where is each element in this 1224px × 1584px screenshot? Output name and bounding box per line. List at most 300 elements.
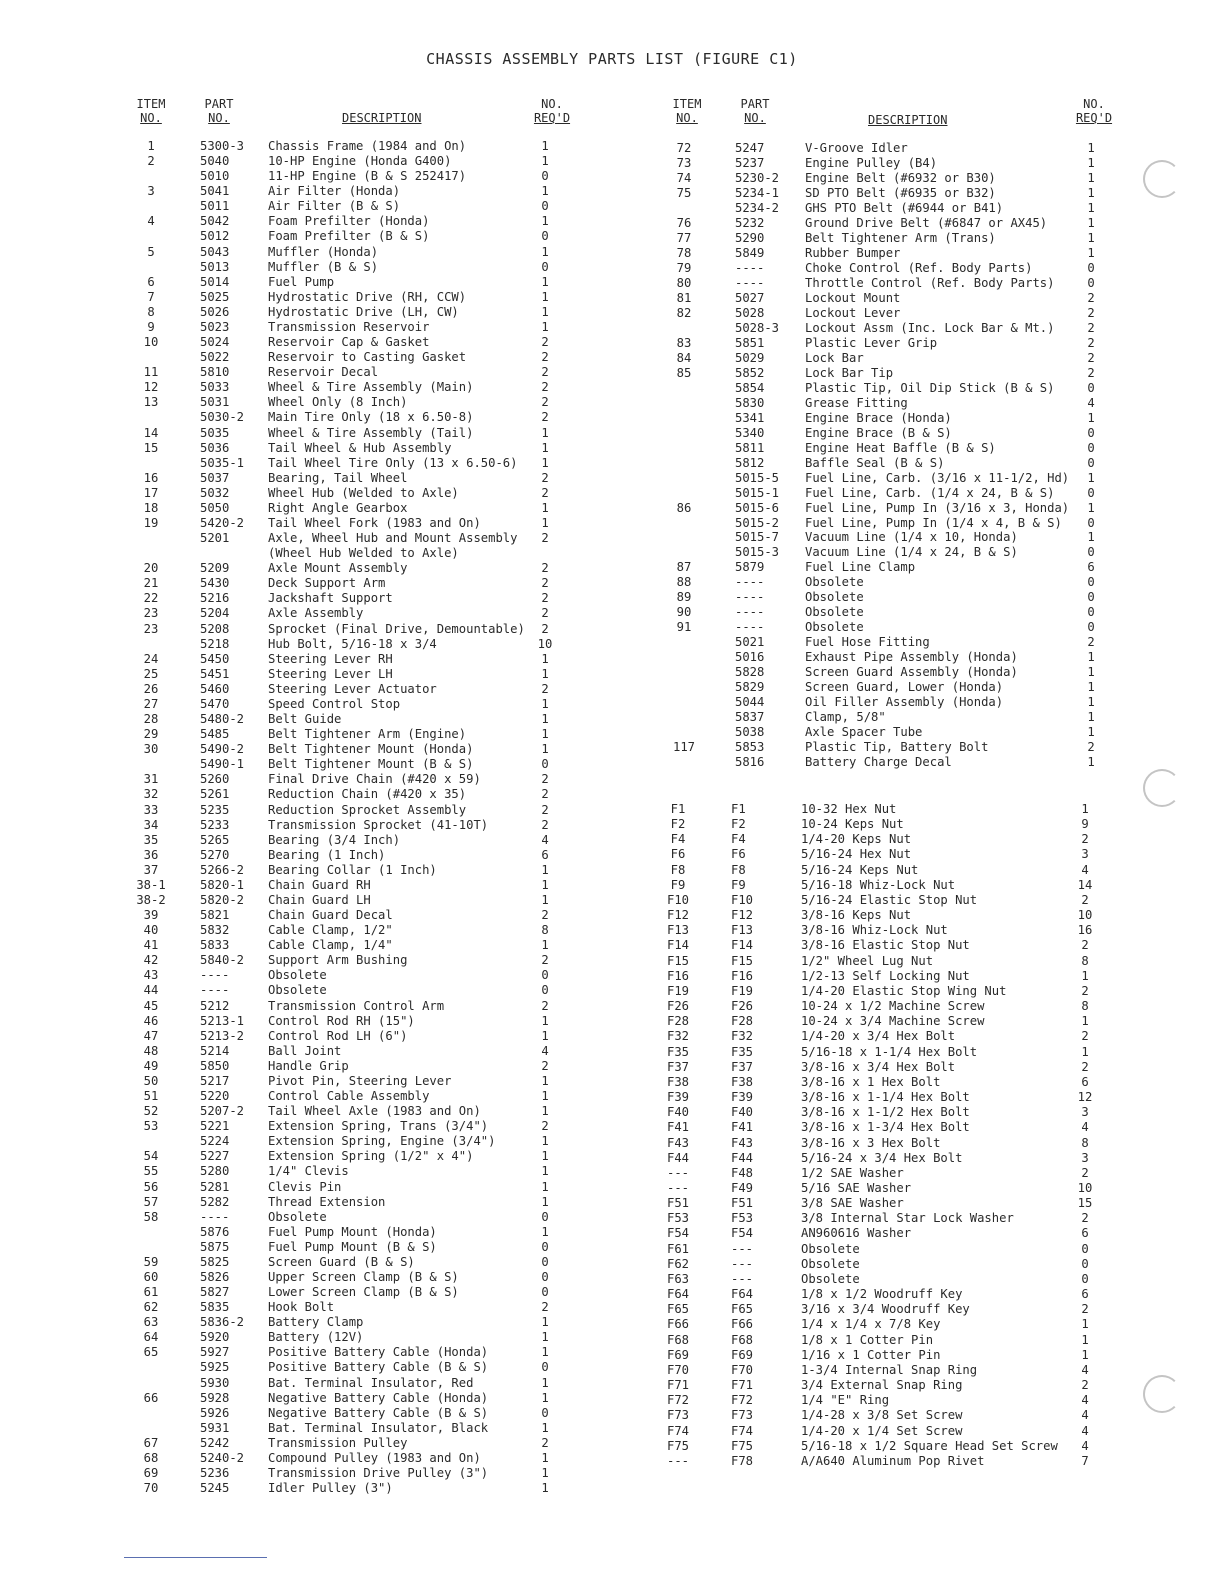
header-req-right: NO. REQ'D: [1075, 97, 1113, 125]
part-number: 5280: [200, 1164, 230, 1179]
description: Air Filter (Honda): [268, 184, 401, 199]
quantity-required: 3: [1081, 847, 1089, 862]
quantity-required: 2: [1081, 832, 1089, 847]
quantity-required: 4: [1087, 395, 1095, 410]
part-number: 5290: [735, 230, 765, 245]
quantity-required: 2: [1087, 635, 1095, 650]
quantity-required: 4: [1081, 862, 1089, 877]
description: 5/16-24 Elastic Stop Nut: [801, 892, 978, 907]
item-number: F51: [666, 1196, 689, 1211]
part-number: 5837: [735, 710, 765, 725]
table-row: [0, 908, 1110, 923]
part-number: 5236: [200, 1466, 230, 1481]
part-number: 5026: [200, 304, 230, 319]
quantity-required: 2: [541, 380, 549, 395]
quantity-required: 1: [541, 1194, 549, 1209]
quantity-required: 1: [541, 696, 549, 711]
part-number: 5828: [735, 665, 765, 680]
description: V-Groove Idler: [805, 141, 908, 155]
description: Bearing Collar (1 Inch): [268, 862, 437, 877]
description: Foam Prefilter (Honda): [268, 214, 430, 229]
item-number: 8: [147, 304, 155, 319]
description: Hook Bolt: [268, 1300, 335, 1315]
item-number: 117: [672, 740, 695, 755]
description: Lower Screen Clamp (B & S): [268, 1285, 459, 1300]
quantity-required: 0: [541, 229, 549, 244]
part-number: 5300-3: [200, 139, 245, 153]
item-number: 78: [676, 245, 692, 260]
quantity-required: 1: [1087, 170, 1095, 185]
item-number: 39: [143, 908, 159, 923]
description: Handle Grip: [268, 1058, 349, 1073]
description: 3/8-16 Keps Nut: [801, 908, 912, 923]
part-number: 5038: [735, 725, 765, 740]
quantity-required: 1: [1087, 650, 1095, 665]
description: Lockout Assm (Inc. Lock Bar & Mt.): [805, 320, 1055, 335]
item-number: F39: [666, 1090, 689, 1105]
description: Extension Spring (1/2" x 4"): [268, 1149, 474, 1164]
quantity-required: 4: [541, 1043, 549, 1058]
part-number: 5031: [200, 395, 230, 410]
description: Plastic Tip, Oil Dip Stick (B & S): [805, 380, 1055, 395]
item-number: F8: [670, 862, 686, 877]
quantity-required: 2: [1081, 1029, 1089, 1044]
quantity-required: 8: [1081, 999, 1089, 1014]
description: Exhaust Pipe Assembly (Honda): [805, 650, 1018, 665]
quantity-required: 2: [1081, 892, 1089, 907]
description: 1/4 x 1/4 x 7/8 Key: [801, 1317, 941, 1332]
quantity-required: 8: [1081, 1135, 1089, 1150]
description: 1/16 x 1 Cotter Pin: [801, 1347, 941, 1362]
description: Axle Spacer Tube: [805, 725, 923, 740]
item-number: 42: [143, 953, 159, 968]
part-number: 5821: [200, 908, 230, 923]
table-row: [0, 1090, 1110, 1105]
description: Steering Lever Actuator: [268, 681, 437, 696]
item-number: 57: [143, 1194, 159, 1209]
item-number: 6: [147, 274, 155, 289]
description: Belt Guide: [268, 712, 342, 727]
quantity-required: 2: [541, 681, 549, 696]
item-number: F72: [666, 1393, 689, 1408]
quantity-required: 0: [541, 983, 549, 998]
description: Wheel Hub (Welded to Axle): [268, 485, 459, 500]
part-number: F48: [731, 1165, 754, 1180]
table-row: [0, 1239, 1110, 1257]
description: 5/16-24 Keps Nut: [801, 862, 919, 877]
table-row: [0, 545, 1110, 560]
part-number: F26: [731, 999, 754, 1014]
quantity-required: 16: [1077, 923, 1093, 938]
description: 5/16-18 x 1-1/4 Hex Bolt: [801, 1044, 978, 1059]
item-number: 46: [143, 1013, 159, 1028]
part-number: 5832: [200, 923, 230, 938]
table-row: [0, 817, 1110, 832]
part-number: 5810: [200, 365, 230, 380]
description: Reservoir to Casting Gasket: [268, 350, 467, 365]
table-row: [0, 1196, 1110, 1211]
quantity-required: 2: [541, 410, 549, 425]
description: Clamp, 5/8": [805, 710, 886, 725]
quantity-required: 0: [541, 968, 549, 983]
description: 10-24 Keps Nut: [801, 817, 904, 832]
part-number: ----: [200, 968, 230, 983]
part-number: 5015-5: [735, 470, 780, 485]
part-number: 5016: [735, 650, 765, 665]
part-number: 5221: [200, 1119, 230, 1134]
item-number: 17: [143, 485, 159, 500]
description: Deck Support Arm: [268, 576, 386, 591]
description: GHS PTO Belt (#6944 or B41): [805, 200, 1004, 215]
description: Pivot Pin, Steering Lever: [268, 1073, 452, 1088]
part-number: 5227: [200, 1149, 230, 1164]
part-number: 5451: [200, 666, 230, 681]
description: Engine Heat Baffle (B & S): [805, 440, 996, 455]
binder-hole: [1143, 160, 1181, 198]
table-row: [0, 650, 1110, 665]
part-number: F49: [731, 1181, 754, 1195]
quantity-required: 0: [541, 1285, 549, 1300]
description: Negative Battery Cable (Honda): [268, 1390, 489, 1405]
part-number: ---: [731, 1241, 754, 1256]
description: Wheel Only (8 Inch): [268, 395, 408, 410]
quantity-required: 1: [1087, 680, 1095, 695]
quantity-required: 1: [541, 1330, 549, 1345]
item-number: 47: [143, 1028, 159, 1043]
quantity-required: 1: [541, 319, 549, 334]
part-number: F4: [731, 832, 746, 847]
description: Battery Clamp: [268, 1315, 364, 1330]
item-number: 68: [143, 1450, 159, 1465]
table-row: [0, 1045, 1110, 1060]
description: Transmission Sprocket (41-10T): [268, 817, 489, 832]
item-number: F40: [666, 1105, 689, 1120]
description: Axle Assembly: [268, 606, 364, 621]
description: Hydrostatic Drive (RH, CCW): [268, 289, 467, 304]
item-number: 13: [143, 395, 159, 410]
quantity-required: 1: [541, 1179, 549, 1194]
item-number: 51: [143, 1089, 159, 1104]
part-number: F35: [731, 1044, 754, 1059]
item-number: 12: [143, 380, 159, 395]
item-number: 36: [143, 847, 159, 862]
part-number: 5490-1: [200, 757, 245, 772]
item-number: 26: [143, 681, 159, 696]
quantity-required: 2: [541, 817, 549, 832]
quantity-required: 1: [541, 1345, 549, 1360]
description: Vacuum Line (1/4 x 10, Honda): [805, 530, 1018, 545]
part-number: 5875: [200, 1239, 230, 1254]
description: Throttle Control (Ref. Body Parts): [805, 275, 1055, 290]
description: 3/4 External Snap Ring: [801, 1378, 963, 1393]
part-number: 5490-2: [200, 742, 245, 757]
part-number: F69: [731, 1347, 754, 1362]
table-row: [0, 1390, 1110, 1408]
quantity-required: 0: [541, 169, 549, 184]
part-number: 5925: [200, 1360, 230, 1375]
binder-hole: [1143, 769, 1181, 807]
description: 1-3/4 Internal Snap Ring: [801, 1362, 978, 1377]
quantity-required: 6: [1081, 1226, 1089, 1241]
description: Lock Bar: [805, 350, 864, 365]
table-row: [0, 954, 1110, 969]
part-number: 5214: [200, 1043, 230, 1058]
description: Tail Wheel Fork (1983 and On): [268, 516, 481, 530]
quantity-required: 2: [541, 908, 549, 923]
table-row: [0, 695, 1110, 710]
table-row: [0, 1424, 1110, 1439]
table-row: [0, 396, 1110, 411]
quantity-required: 3: [1081, 1150, 1089, 1165]
part-number: 5025: [200, 289, 230, 304]
quantity-required: 1: [1087, 230, 1095, 245]
description: Axle Mount Assembly: [268, 561, 408, 576]
description: Wheel & Tire Assembly (Main): [268, 380, 474, 395]
quantity-required: 2: [1081, 1378, 1089, 1393]
table-row: [0, 1105, 1110, 1120]
table-row: [0, 969, 1110, 984]
description: Fuel Line Clamp: [805, 560, 916, 575]
description: Obsolete: [268, 1209, 327, 1224]
header-part-left: PART NO.: [204, 97, 234, 125]
item-number: F12: [666, 908, 689, 923]
description: 1/4-28 x 3/8 Set Screw: [801, 1408, 963, 1423]
quantity-required: 2: [541, 606, 549, 621]
description: Engine Pulley (B4): [805, 155, 938, 170]
item-number: 44: [143, 983, 159, 998]
quantity-required: 15: [1077, 1196, 1093, 1211]
table-row: [0, 938, 1110, 953]
description: 10-HP Engine (Honda G400): [268, 154, 452, 169]
description: Reservoir Decal: [268, 365, 379, 380]
description: Muffler (Honda): [268, 244, 379, 259]
table-row: [0, 530, 1110, 545]
description: 1/4-20 Elastic Stop Wing Nut: [801, 983, 1007, 998]
quantity-required: 1: [541, 1466, 549, 1481]
quantity-required: 0: [541, 757, 549, 772]
item-number: 40: [143, 923, 159, 938]
table-row: [0, 1151, 1110, 1166]
part-number: 5037: [200, 470, 230, 485]
part-number: 5035-1: [200, 455, 245, 470]
quantity-required: 3: [1081, 1105, 1089, 1120]
quantity-required: 1: [541, 1420, 549, 1435]
quantity-required: 2: [541, 1300, 549, 1315]
quantity-required: 1: [1081, 802, 1089, 816]
part-number: 5201: [200, 531, 230, 546]
description: Belt Tightener Arm (Engine): [268, 727, 467, 742]
description: Bat. Terminal Insulator, Red: [268, 1375, 474, 1390]
part-number: 5854: [735, 380, 765, 395]
description: 3/8-16 x 1 Hex Bolt: [801, 1074, 941, 1089]
part-number: 5835: [200, 1300, 230, 1315]
quantity-required: 8: [541, 923, 549, 938]
item-number: 11: [143, 365, 159, 380]
description: Screen Guard (B & S): [268, 1254, 415, 1269]
part-number: 5044: [735, 695, 765, 710]
description: 1/4-20 x 1/4 Set Screw: [801, 1423, 963, 1438]
part-number: 5450: [200, 651, 230, 666]
description: (Wheel Hub Welded to Axle): [268, 546, 459, 561]
item-number: 37: [143, 862, 159, 877]
part-number: 5340: [735, 425, 765, 440]
quantity-required: 6: [1081, 1074, 1089, 1089]
table-row: [0, 1226, 1110, 1241]
part-number: 5011: [200, 199, 230, 214]
table-row: [0, 1363, 1110, 1378]
quantity-required: 0: [1087, 455, 1095, 470]
item-number: 20: [143, 561, 159, 576]
table-row: [0, 1375, 1110, 1393]
quantity-required: 0: [1087, 620, 1095, 635]
item-number: 45: [143, 998, 159, 1013]
table-row: [0, 1254, 1110, 1272]
item-number: F71: [666, 1378, 689, 1393]
item-number: 59: [143, 1254, 159, 1269]
item-number: 52: [143, 1104, 159, 1119]
part-number: 5260: [200, 772, 230, 787]
item-number: 87: [676, 560, 692, 575]
part-number: 5930: [200, 1375, 230, 1390]
part-number: 5021: [735, 635, 765, 650]
item-number: 85: [676, 365, 692, 380]
part-number: 5216: [200, 591, 230, 606]
quantity-required: 4: [1081, 1362, 1089, 1377]
description: 5/16-18 x 1/2 Square Head Set Screw: [801, 1438, 1058, 1453]
item-number: 2: [147, 154, 155, 169]
part-number: 5851: [735, 335, 765, 350]
quantity-required: 2: [1081, 1059, 1089, 1074]
description: Obsolete: [801, 1271, 860, 1286]
description: Compound Pulley (1983 and On): [268, 1450, 481, 1465]
description: Obsolete: [805, 605, 864, 620]
table-row: [0, 336, 1110, 351]
item-number: F64: [666, 1287, 689, 1302]
item-number: F37: [666, 1059, 689, 1074]
description: Obsolete: [268, 968, 327, 983]
description: Control Rod RH (15"): [268, 1013, 415, 1028]
description: Baffle Seal (B & S): [805, 455, 945, 470]
description: Obsolete: [805, 620, 864, 635]
part-number: F66: [731, 1317, 754, 1332]
description: Idler Pulley (3"): [268, 1481, 393, 1496]
description: Steering Lever RH: [268, 651, 393, 666]
description: Bearing, Tail Wheel: [268, 470, 408, 485]
part-number: 5928: [200, 1390, 230, 1405]
table-row: [0, 1287, 1110, 1302]
item-number: 38-1: [136, 877, 166, 892]
description: Extension Spring, Engine (3/4"): [268, 1134, 496, 1149]
part-number: ----: [735, 575, 765, 590]
description: Screen Guard Assembly (Honda): [805, 665, 1018, 680]
quantity-required: 1: [1087, 755, 1095, 770]
description: Ground Drive Belt (#6847 or AX45): [805, 215, 1048, 230]
description: Transmission Reservoir: [268, 319, 430, 334]
item-number: F61: [666, 1241, 689, 1256]
quantity-required: 1: [1087, 245, 1095, 260]
description: Thread Extension: [268, 1194, 386, 1209]
item-number: F26: [666, 999, 689, 1014]
item-number: 7: [147, 289, 155, 304]
quantity-required: 1: [541, 1028, 549, 1043]
item-number: 33: [143, 802, 159, 817]
table-row: [0, 1333, 1110, 1348]
part-number: F54: [731, 1226, 754, 1241]
item-number: F35: [666, 1044, 689, 1059]
part-number: 5852: [735, 365, 765, 380]
quantity-required: 2: [1087, 350, 1095, 365]
quantity-required: 2: [1087, 740, 1095, 755]
part-number: 5811: [735, 440, 765, 455]
description: Wheel & Tire Assembly (Tail): [268, 425, 474, 440]
description: Obsolete: [805, 575, 864, 590]
quantity-required: 2: [1087, 320, 1095, 335]
item-number: 16: [143, 470, 159, 485]
item-number: 43: [143, 968, 159, 983]
part-number: 5012: [200, 229, 230, 244]
part-number: F10: [731, 892, 754, 907]
part-number: F32: [731, 1029, 754, 1044]
quantity-required: 1: [541, 1013, 549, 1028]
description: SD PTO Belt (#6935 or B32): [805, 185, 996, 200]
page-title: CHASSIS ASSEMBLY PARTS LIST (FIGURE C1): [426, 50, 798, 68]
table-row: [0, 725, 1110, 740]
description: Hub Bolt, 5/16-18 x 3/4: [268, 636, 437, 651]
part-number: F13: [731, 923, 754, 938]
quantity-required: 1: [541, 289, 549, 304]
table-row: [0, 1075, 1110, 1090]
description: Engine Brace (B & S): [805, 425, 952, 440]
quantity-required: 1: [1081, 1014, 1089, 1029]
quantity-required: 0: [1087, 515, 1095, 530]
part-number: 5232: [735, 215, 765, 230]
quantity-required: 4: [1081, 1408, 1089, 1423]
part-number: 5825: [200, 1254, 230, 1269]
part-number: 5850: [200, 1058, 230, 1073]
quantity-required: 2: [541, 576, 549, 591]
quantity-required: 2: [541, 485, 549, 500]
part-number: 5035: [200, 425, 230, 440]
part-number: 5876: [200, 1224, 230, 1239]
quantity-required: 0: [1087, 605, 1095, 620]
quantity-required: 1: [541, 154, 549, 169]
table-row: [0, 471, 1110, 486]
quantity-required: 0: [541, 1209, 549, 1224]
part-number: F70: [731, 1362, 754, 1377]
table-row: [0, 501, 1110, 516]
table-row: [0, 306, 1110, 321]
quantity-required: 0: [541, 1360, 549, 1375]
part-number: 5036: [200, 440, 230, 455]
quantity-required: 1: [541, 440, 549, 455]
item-number: 54: [143, 1149, 159, 1164]
item-number: F66: [666, 1317, 689, 1332]
item-number: 65: [143, 1345, 159, 1360]
quantity-required: 2: [541, 395, 549, 410]
description: Choke Control (Ref. Body Parts): [805, 260, 1033, 275]
quantity-required: 2: [1087, 305, 1095, 320]
part-number: 5826: [200, 1270, 230, 1284]
quantity-required: 1: [1087, 470, 1095, 485]
item-number: 30: [143, 742, 159, 757]
description: 3/8-16 x 3 Hex Bolt: [801, 1135, 941, 1150]
description: Reservoir Cap & Gasket: [268, 335, 430, 350]
quantity-required: 1: [1087, 215, 1095, 230]
part-number: F12: [731, 908, 754, 923]
description: Engine Brace (Honda): [805, 410, 952, 425]
item-number: 53: [143, 1119, 159, 1134]
table-row: [0, 201, 1110, 216]
